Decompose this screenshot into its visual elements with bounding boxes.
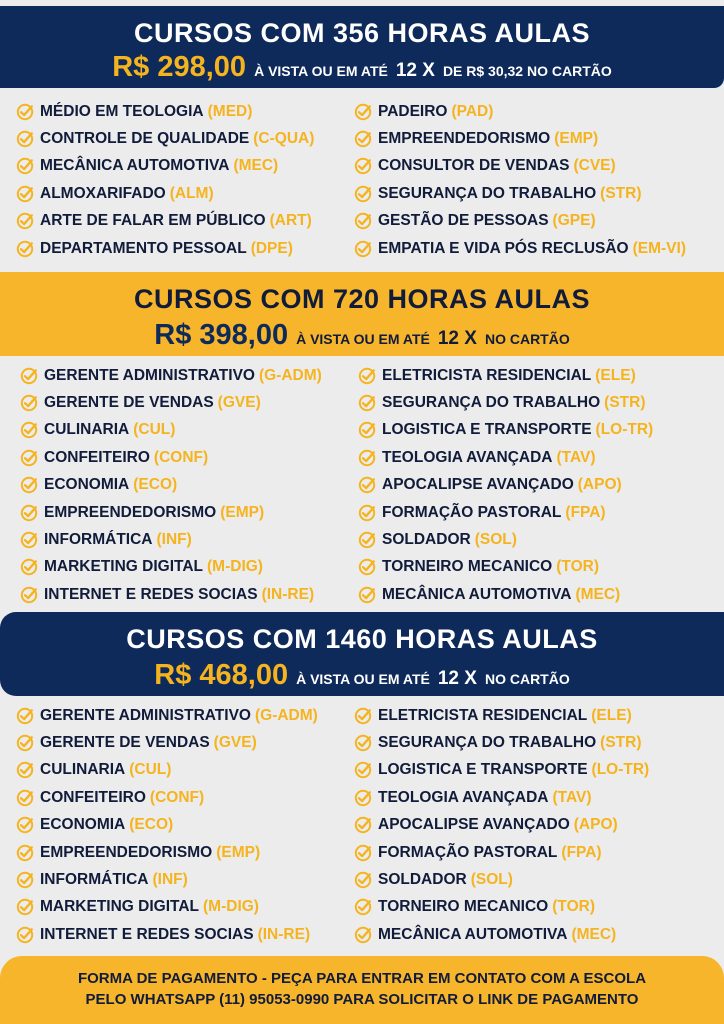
- installments: 12 X: [437, 668, 477, 689]
- course-name: ECONOMIA: [40, 816, 126, 834]
- check-circle-icon: [20, 476, 38, 494]
- course-item: [20, 581, 322, 608]
- course-item: [16, 180, 314, 207]
- check-circle-icon: [358, 531, 376, 549]
- course-list-1460-left: [16, 702, 318, 949]
- check-circle-icon: [20, 586, 38, 604]
- course-name: SEGURANÇA DO TRABALHO: [378, 184, 597, 202]
- course-item: [16, 866, 318, 893]
- course-name: GERENTE ADMINISTRATIVO: [40, 706, 251, 724]
- course-name: ECONOMIA: [44, 476, 130, 494]
- course-code: (GVE): [217, 394, 261, 412]
- course-name: MECÂNICA AUTOMOTIVA: [382, 585, 572, 603]
- check-circle-icon: [20, 504, 38, 522]
- course-item: [20, 554, 322, 581]
- course-name: INFORMÁTICA: [40, 871, 149, 889]
- price-line: [0, 659, 724, 692]
- course-item: [20, 417, 322, 444]
- course-item: [16, 702, 318, 729]
- course-code: (MEC): [571, 925, 617, 943]
- course-item: [354, 180, 686, 207]
- check-circle-icon: [16, 844, 34, 862]
- course-name: EMPREENDEDORISMO: [378, 130, 551, 148]
- course-name: FORMAÇÃO PASTORAL: [382, 503, 562, 521]
- course-code: (EMP): [554, 130, 599, 148]
- course-code: (CONF): [149, 788, 205, 806]
- course-code: (LO-TR): [591, 761, 650, 779]
- course-name: INFORMÁTICA: [44, 531, 153, 549]
- course-item: [20, 444, 322, 471]
- course-code: (CUL): [129, 761, 172, 779]
- course-item: [358, 472, 653, 499]
- price-text-a: À VISTA OU EM ATÉ: [296, 331, 430, 347]
- course-item: [20, 389, 322, 416]
- course-name: MECÂNICA AUTOMOTIVA: [40, 157, 230, 175]
- course-name: SEGURANÇA DO TRABALHO: [378, 734, 597, 752]
- course-code: (SOL): [474, 531, 517, 549]
- course-name: SOLDADOR: [382, 531, 471, 549]
- course-code: (ART): [269, 212, 312, 230]
- course-code: (IN-RE): [261, 585, 315, 603]
- course-item: [354, 153, 686, 180]
- course-item: [358, 581, 653, 608]
- course-item: [358, 417, 653, 444]
- price-text-b: NO CARTÃO: [484, 671, 570, 687]
- check-circle-icon: [354, 185, 372, 203]
- course-item: [354, 921, 649, 948]
- course-name: ELETRICISTA RESIDENCIAL: [382, 366, 592, 384]
- check-circle-icon: [354, 898, 372, 916]
- course-code: (MED): [207, 102, 253, 120]
- course-name: INTERNET E REDES SOCIAS: [40, 925, 254, 943]
- course-item: [16, 125, 314, 152]
- check-circle-icon: [16, 240, 34, 258]
- course-name: CONSULTOR DE VENDAS: [378, 157, 570, 175]
- course-item: [354, 208, 686, 235]
- course-code: (ECO): [129, 816, 174, 834]
- course-name: INTERNET E REDES SOCIAS: [44, 585, 258, 603]
- price-line: [0, 319, 724, 352]
- course-item: [16, 784, 318, 811]
- course-name: APOCALIPSE AVANÇADO: [382, 476, 574, 494]
- course-code: (SOL): [470, 871, 513, 889]
- course-name: GESTÃO DE PESSOAS: [378, 212, 549, 230]
- course-name: LOGISTICA E TRANSPORTE: [382, 421, 592, 439]
- check-circle-icon: [16, 212, 34, 230]
- course-item: [354, 757, 649, 784]
- course-name: GERENTE ADMINISTRATIVO: [44, 366, 255, 384]
- course-name: ELETRICISTA RESIDENCIAL: [378, 706, 588, 724]
- section-title: CURSOS COM 356 HORAS AULAS: [133, 18, 591, 48]
- footer-line-2: PELO WHATSAPP (11) 95053-0990 PARA SOLICITAR O LINK DE PAGAMENTO: [85, 991, 639, 1008]
- course-name: TEOLOGIA AVANÇADA: [378, 788, 549, 806]
- check-circle-icon: [358, 558, 376, 576]
- check-circle-icon: [354, 103, 372, 121]
- course-name: FORMAÇÃO PASTORAL: [378, 843, 558, 861]
- course-name: ARTE DE FALAR EM PÚBLICO: [40, 212, 266, 230]
- course-code: (G-ADM): [258, 366, 322, 384]
- price-text-b: NO CARTÃO: [484, 331, 570, 347]
- course-list-356-right: [354, 98, 686, 262]
- course-item: [20, 472, 322, 499]
- course-name: MECÂNICA AUTOMOTIVA: [378, 925, 568, 943]
- section-720-header: [0, 272, 724, 356]
- course-item: [16, 98, 314, 125]
- course-item: [354, 235, 686, 262]
- course-code: (TOR): [556, 558, 599, 576]
- course-item: [358, 499, 653, 526]
- check-circle-icon: [358, 421, 376, 439]
- course-name: DEPARTAMENTO PESSOAL: [40, 239, 247, 257]
- course-code: (GPE): [552, 212, 596, 230]
- course-code: (C-QUA): [253, 130, 315, 148]
- course-list-356-left: [16, 98, 314, 262]
- course-name: SEGURANÇA DO TRABALHO: [382, 394, 601, 412]
- course-name: TORNEIRO MECANICO: [378, 898, 549, 916]
- course-name: CONTROLE DE QUALIDADE: [40, 130, 250, 148]
- section-title: CURSOS COM 1460 HORAS AULAS: [126, 624, 598, 654]
- course-code: (EMP): [216, 843, 261, 861]
- course-name: ALMOXARIFADO: [40, 184, 166, 202]
- course-item: [358, 526, 653, 553]
- course-item: [16, 153, 314, 180]
- course-name: CULINARIA: [40, 761, 126, 779]
- course-code: (G-ADM): [254, 706, 318, 724]
- course-code: (ELE): [595, 366, 636, 384]
- course-list-720-right: [358, 362, 653, 609]
- course-item: [354, 729, 649, 756]
- course-code: (FPA): [565, 503, 606, 521]
- check-circle-icon: [20, 449, 38, 467]
- price-text-a: À VISTA OU EM ATÉ: [296, 671, 430, 687]
- check-circle-icon: [354, 212, 372, 230]
- check-circle-icon: [16, 130, 34, 148]
- footer-line-1: FORMA DE PAGAMENTO - PEÇA PARA ENTRAR EM CONTATO COM A ESCOLA: [77, 970, 647, 987]
- course-name: GERENTE DE VENDAS: [40, 734, 210, 752]
- course-item: [16, 812, 318, 839]
- course-code: (GVE): [213, 734, 257, 752]
- course-name: PADEIRO: [378, 102, 448, 120]
- course-code: (INF): [152, 871, 188, 889]
- course-item: [16, 757, 318, 784]
- course-item: [16, 235, 314, 262]
- check-circle-icon: [16, 898, 34, 916]
- price-text-b: DE R$ 30,32 NO CARTÃO: [442, 63, 612, 79]
- course-code: (EMP): [220, 503, 265, 521]
- course-name: EMPREENDEDORISMO: [44, 503, 217, 521]
- course-item: [354, 125, 686, 152]
- check-circle-icon: [354, 926, 372, 944]
- check-circle-icon: [354, 240, 372, 258]
- check-circle-icon: [358, 476, 376, 494]
- course-code: (PAD): [451, 102, 494, 120]
- section-356-header: [0, 6, 724, 88]
- check-circle-icon: [358, 504, 376, 522]
- check-circle-icon: [16, 926, 34, 944]
- course-code: (CONF): [153, 448, 209, 466]
- check-circle-icon: [354, 816, 372, 834]
- course-item: [358, 444, 653, 471]
- check-circle-icon: [20, 531, 38, 549]
- course-item: [20, 362, 322, 389]
- course-item: [354, 98, 686, 125]
- course-code: (CVE): [573, 157, 616, 175]
- check-circle-icon: [354, 761, 372, 779]
- course-item: [354, 702, 649, 729]
- course-name: LOGISTICA E TRANSPORTE: [378, 761, 588, 779]
- course-code: (DPE): [250, 239, 293, 257]
- check-circle-icon: [358, 449, 376, 467]
- payment-footer: [0, 956, 724, 1024]
- course-name: EMPREENDEDORISMO: [40, 843, 213, 861]
- course-list-720-left: [20, 362, 322, 609]
- course-name: CONFEITEIRO: [44, 448, 150, 466]
- course-code: (TAV): [552, 788, 592, 806]
- section-1460-header: [0, 612, 724, 696]
- course-code: (M-DIG): [207, 558, 263, 576]
- course-item: [358, 389, 653, 416]
- course-item: [16, 921, 318, 948]
- check-circle-icon: [16, 157, 34, 175]
- check-circle-icon: [354, 157, 372, 175]
- check-circle-icon: [20, 367, 38, 385]
- check-circle-icon: [354, 130, 372, 148]
- course-item: [16, 894, 318, 921]
- course-code: (MEC): [233, 157, 279, 175]
- course-item: [354, 894, 649, 921]
- course-code: (MEC): [575, 585, 621, 603]
- course-code: (M-DIG): [203, 898, 259, 916]
- check-circle-icon: [16, 761, 34, 779]
- check-circle-icon: [16, 789, 34, 807]
- course-code: (STR): [600, 734, 642, 752]
- check-circle-icon: [16, 103, 34, 121]
- course-name: TEOLOGIA AVANÇADA: [382, 448, 553, 466]
- course-item: [20, 499, 322, 526]
- course-name: MARKETING DIGITAL: [44, 558, 204, 576]
- course-name: GERENTE DE VENDAS: [44, 394, 214, 412]
- course-name: CONFEITEIRO: [40, 788, 146, 806]
- course-code: (LO-TR): [595, 421, 654, 439]
- check-circle-icon: [358, 394, 376, 412]
- course-code: (INF): [156, 531, 192, 549]
- course-code: (TOR): [552, 898, 595, 916]
- price-line: [0, 51, 724, 84]
- check-circle-icon: [16, 707, 34, 725]
- check-circle-icon: [16, 871, 34, 889]
- course-code: (EM-VI): [632, 239, 686, 257]
- installments: 12 X: [437, 328, 477, 349]
- course-code: (IN-RE): [257, 925, 311, 943]
- course-name: TORNEIRO MECANICO: [382, 558, 553, 576]
- course-code: (STR): [600, 184, 642, 202]
- check-circle-icon: [354, 871, 372, 889]
- course-code: (TAV): [556, 448, 596, 466]
- course-code: (APO): [573, 816, 618, 834]
- course-item: [16, 208, 314, 235]
- check-circle-icon: [358, 586, 376, 604]
- check-circle-icon: [16, 816, 34, 834]
- check-circle-icon: [354, 789, 372, 807]
- course-name: APOCALIPSE AVANÇADO: [378, 816, 570, 834]
- course-item: [20, 526, 322, 553]
- price: R$ 398,00: [154, 319, 289, 351]
- course-item: [354, 784, 649, 811]
- course-list-1460-right: [354, 702, 649, 949]
- course-item: [354, 839, 649, 866]
- check-circle-icon: [20, 558, 38, 576]
- course-name: MÉDIO EM TEOLOGIA: [40, 102, 204, 120]
- course-item: [354, 812, 649, 839]
- section-title: CURSOS COM 720 HORAS AULAS: [133, 284, 591, 314]
- price: R$ 298,00: [112, 51, 247, 83]
- installments: 12 X: [395, 60, 435, 81]
- check-circle-icon: [16, 185, 34, 203]
- course-code: (APO): [577, 476, 622, 494]
- course-code: (STR): [604, 394, 646, 412]
- course-item: [358, 362, 653, 389]
- course-code: (FPA): [561, 843, 602, 861]
- course-name: EMPATIA E VIDA PÓS RECLUSÃO: [378, 239, 629, 257]
- check-circle-icon: [20, 421, 38, 439]
- price-text-a: À VISTA OU EM ATÉ: [254, 63, 388, 79]
- course-item: [16, 729, 318, 756]
- course-item: [16, 839, 318, 866]
- price: R$ 468,00: [154, 659, 289, 691]
- course-name: SOLDADOR: [378, 871, 467, 889]
- check-circle-icon: [354, 707, 372, 725]
- course-code: (CUL): [133, 421, 176, 439]
- check-circle-icon: [354, 844, 372, 862]
- course-name: MARKETING DIGITAL: [40, 898, 200, 916]
- course-code: (ECO): [133, 476, 178, 494]
- course-item: [358, 554, 653, 581]
- course-code: (ELE): [591, 706, 632, 724]
- course-name: CULINARIA: [44, 421, 130, 439]
- check-circle-icon: [358, 367, 376, 385]
- check-circle-icon: [16, 734, 34, 752]
- check-circle-icon: [20, 394, 38, 412]
- course-code: (ALM): [169, 184, 214, 202]
- check-circle-icon: [354, 734, 372, 752]
- course-item: [354, 866, 649, 893]
